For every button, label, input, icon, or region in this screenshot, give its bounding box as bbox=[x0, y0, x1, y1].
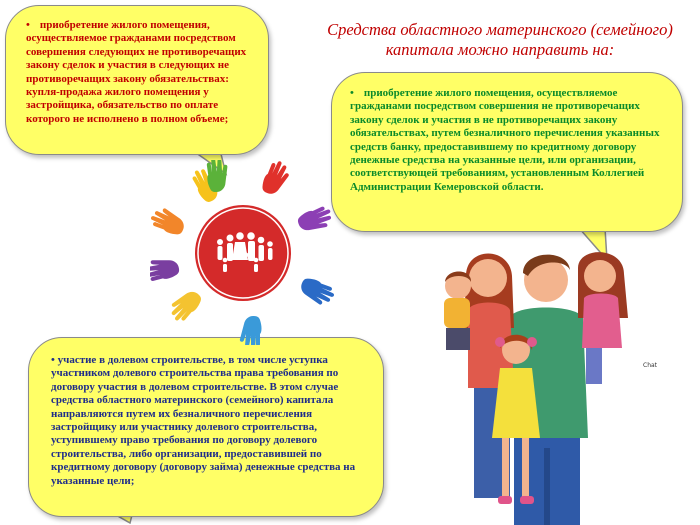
bullet: • bbox=[26, 19, 30, 31]
hand-red-icon bbox=[260, 160, 293, 198]
hand-purple-icon bbox=[296, 203, 335, 237]
boy-figure bbox=[444, 272, 471, 351]
bullet: • bbox=[51, 354, 55, 366]
hand-purple-icon bbox=[150, 254, 181, 284]
bubble-text-top-left: приобретение жилого помещения, осуществляемое гражданами посредством совершения следующих не противоречащих закону сделок и участия в следующих не противоречащих закону обязательствах: купля-продажа жилого помещения у застройщика, обязательство по оплате которого не исполнено в полном объеме; bbox=[26, 19, 247, 125]
bubble-text-bottom-left: участие в долевом строительстве, в том числе уступка участником долевого строительства права требования по договору участия в долевом строительстве. В этом случае средства областного материнского (семейного) капитала направляются путем их безналичного перечисления застройщику или участнику долевого строительства, уступившему право требования по договору долевого строительства, либо организации, предоставившей по кредитному договору (договору займа) денежные средства на указанные цели; bbox=[51, 354, 356, 487]
hand-blue-icon bbox=[240, 316, 262, 345]
family-hands-logo bbox=[150, 160, 335, 345]
chat-label: Chat bbox=[643, 362, 658, 369]
speech-bubble-right bbox=[331, 72, 683, 232]
hand-yellow-icon bbox=[166, 285, 205, 325]
page-title-line-2: капитала можно направить на: bbox=[385, 40, 615, 59]
hand-orange-icon bbox=[150, 205, 188, 237]
speech-bubble-bottom-left bbox=[28, 337, 384, 517]
chat-icon bbox=[643, 362, 657, 369]
older-girl-figure bbox=[578, 252, 628, 384]
bullet: • bbox=[350, 87, 354, 99]
hand-blue-icon bbox=[297, 276, 335, 308]
bubble-text-right: приобретение жилого помещения, осуществляемое гражданами посредством совершения не противоречащих закону сделок и участия в не противоречащих закону обязательствах, путем безналичного перечисления указанных средств банку, предоставившему по кредитному договору денежные средства на указанные цели, или организации, соответствующей требованиям, установленным Коллегией Администрации Кемеровской области. bbox=[350, 87, 660, 193]
page-title bbox=[300, 20, 700, 60]
page-title-line-1: Средства областного материнского (семейного) bbox=[327, 20, 673, 39]
speech-bubble-top-left bbox=[5, 5, 269, 155]
family-illustration bbox=[428, 238, 653, 525]
